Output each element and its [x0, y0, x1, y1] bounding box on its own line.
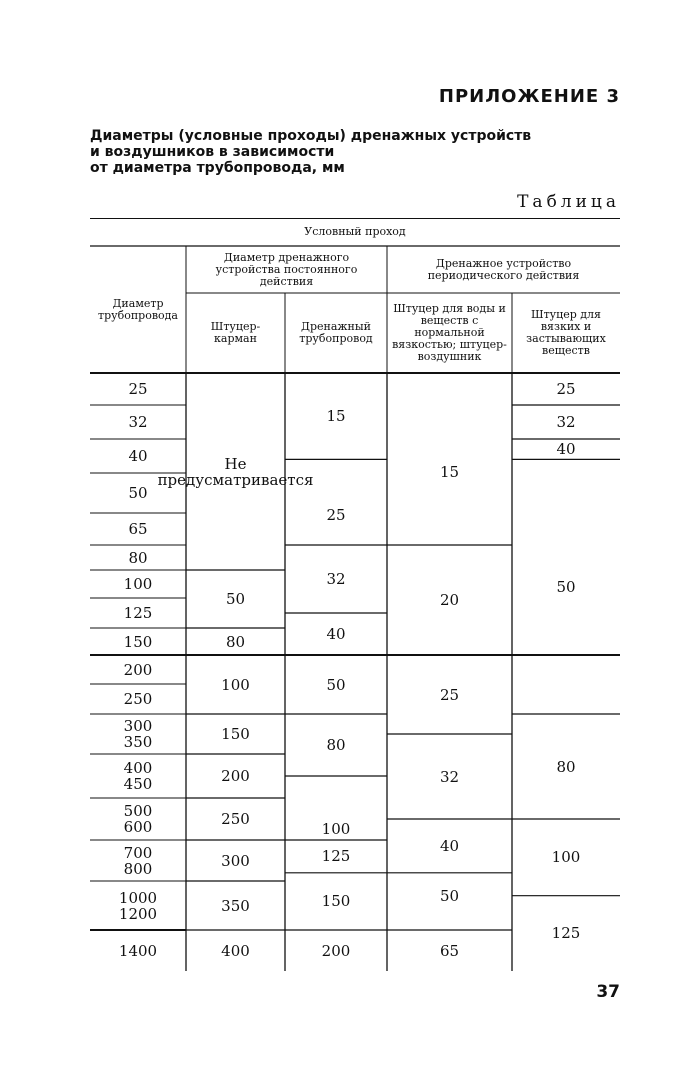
drain-pipe-cell: 80 [326, 736, 346, 754]
pipe-diameter-cell: 500 600 [123, 802, 153, 836]
header-drain-pipe: Дренажный трубопровод [299, 320, 373, 345]
fitting-pocket-cell: Не предусматривается [157, 454, 314, 489]
fitting-water-cell: 32 [439, 767, 460, 786]
header-fitting-water: Штуцер для воды и веществ с нормальной вязкостью; штуцер-воздушник [392, 302, 507, 363]
drain-pipe-cell: 200 [321, 941, 351, 960]
header-nominal-passage: Условный проход [304, 225, 406, 238]
fitting-pocket-cell: 100 [221, 675, 250, 694]
pipe-diameter-cell: 125 [123, 604, 153, 622]
pipe-diameter-cell: 300 350 [123, 717, 153, 751]
fitting-viscous-cell: 125 [551, 924, 581, 943]
fitting-viscous-cell: 25 [556, 380, 576, 398]
drain-pipe-cell: 125 [321, 847, 351, 866]
drain-pipe-cell: 40 [326, 625, 346, 643]
drain-pipe-cell: 100 [321, 819, 351, 838]
header-permanent-group: Диаметр дренажного устройства постоянного действия [215, 250, 358, 288]
pipe-diameter-cell: 150 [123, 632, 153, 651]
drain-pipe-cell: 15 [326, 407, 346, 426]
fitting-pocket-cell: 350 [221, 896, 250, 915]
pipe-diameter-cell: 40 [128, 447, 148, 465]
fitting-pocket-cell: 80 [225, 632, 246, 651]
pipe-diameter-cell: 50 [128, 484, 148, 502]
pipe-diameter-cell: 200 [123, 660, 153, 679]
fitting-water-cell: 65 [439, 941, 460, 960]
fitting-water-cell: 25 [439, 685, 460, 704]
title-line: от диаметра трубопровода, мм [90, 160, 345, 176]
drain-pipe-cell: 25 [326, 505, 346, 524]
pipe-diameter-cell: 100 [123, 575, 153, 593]
header-pipe-diameter: Диаметр трубопровода [98, 296, 178, 322]
pipe-diameter-cell: 250 [123, 690, 153, 708]
pipe-diameter-cell: 400 450 [123, 759, 153, 793]
drain-pipe-cell: 50 [326, 675, 346, 694]
fitting-pocket-cell: 150 [221, 725, 250, 743]
fitting-pocket-cell: 300 [221, 851, 250, 870]
fitting-pocket-cell: 200 [221, 767, 250, 785]
pipe-diameter-cell: 1000 1200 [118, 888, 158, 923]
header-periodic-group: Дренажное устройство периодического действия [427, 256, 580, 282]
pipe-diameter-cell: 80 [128, 548, 148, 567]
pipe-diameter-cell: 32 [128, 413, 148, 431]
fitting-viscous-cell: 50 [556, 577, 576, 596]
diameter-table [90, 218, 620, 971]
drain-pipe-cell: 32 [326, 570, 346, 588]
drain-pipe-cell: 150 [321, 892, 351, 911]
fitting-viscous-cell: 32 [556, 413, 576, 431]
header-fitting-viscous: Штуцер для вязких и застывающих веществ [526, 308, 606, 357]
appendix-label: ПРИЛОЖЕНИЕ 3 [438, 86, 620, 107]
fitting-viscous-cell: 40 [556, 440, 576, 459]
fitting-pocket-cell: 400 [221, 941, 250, 960]
pipe-diameter-cell: 1400 [118, 941, 158, 960]
document-title [90, 128, 550, 176]
fitting-viscous-cell: 100 [551, 848, 581, 867]
pipe-diameter-cell: 65 [128, 520, 148, 538]
pipe-diameter-cell: 700 800 [123, 843, 153, 878]
title-line: и воздушников в зависимости [90, 144, 335, 160]
fitting-water-cell: 40 [439, 836, 460, 855]
fitting-water-cell: 20 [439, 591, 460, 609]
fitting-water-cell: 15 [439, 462, 460, 481]
fitting-pocket-cell: 50 [225, 590, 246, 608]
title-line: Диаметры (условные проходы) дренажных устройств [90, 128, 532, 144]
header-fitting-pocket: Штуцер-карман [210, 320, 261, 345]
pipe-diameter-cell: 25 [128, 380, 148, 398]
page-number: 37 [596, 982, 620, 1002]
fitting-pocket-cell: 250 [221, 810, 250, 828]
fitting-viscous-cell: 80 [556, 757, 576, 776]
table-label: Таблица [517, 192, 620, 212]
fitting-water-cell: 50 [439, 887, 460, 906]
